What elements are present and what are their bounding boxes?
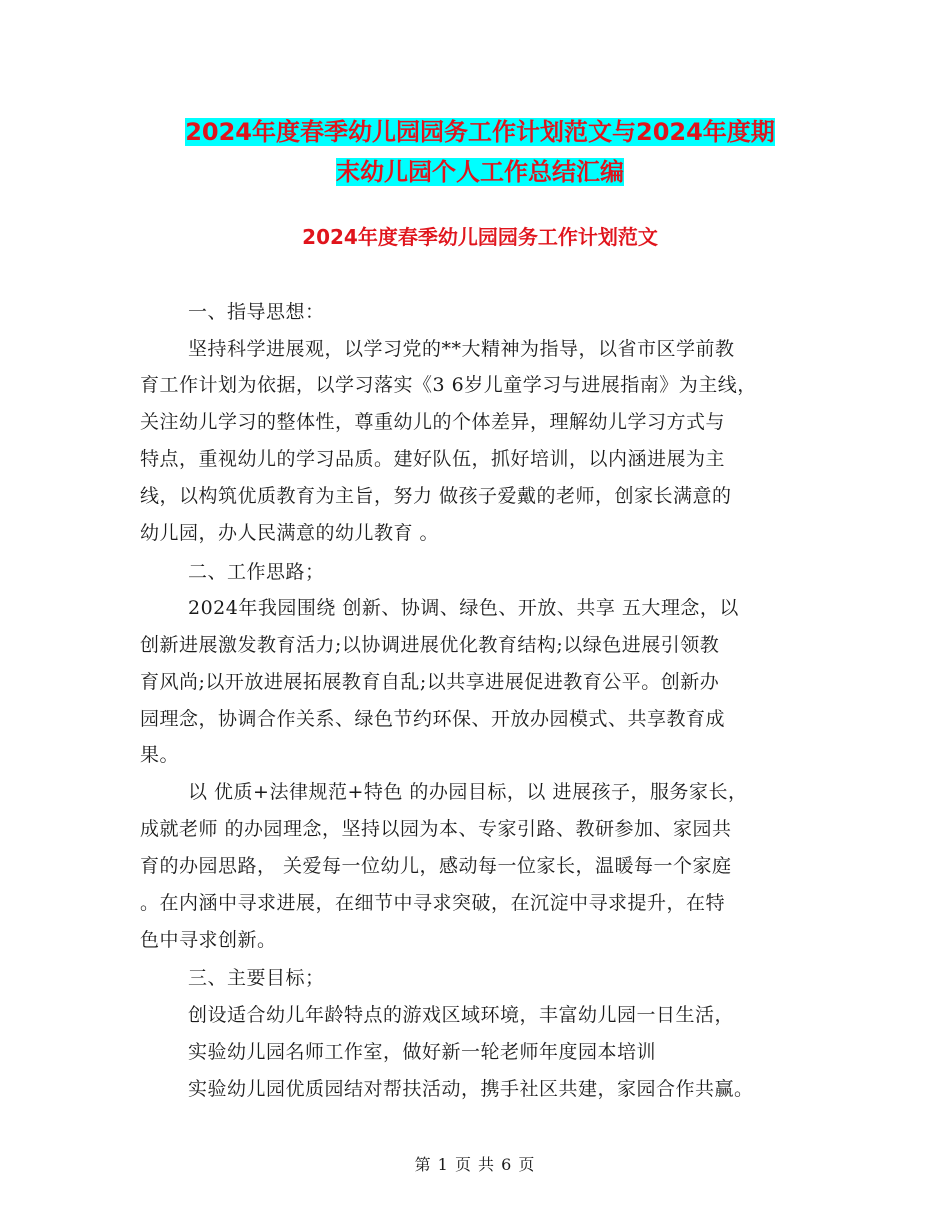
heading-main-goals: 三、主要目标； (188, 967, 325, 989)
paragraph-line: 2024年我园围绕 创新、协调、绿色、开放、共享 五大理念，以 (188, 597, 739, 619)
heading-guiding-ideology: 一、指导思想： (188, 301, 325, 323)
paragraph-line: 果。 (140, 744, 180, 766)
page-number-footer: 第 1 页 共 6 页 (414, 1155, 536, 1174)
paragraph-line: 育的办园思路， 关爱每一位幼儿，感动每一位家长，温暖每一个家庭 (140, 855, 732, 877)
paragraph-line: 育风尚;以开放进展拓展教育自乱;以共享进展促进教育公平。创新办 (140, 671, 720, 693)
paragraph-line: 幼儿园，办人民满意的幼儿教育 。 (140, 522, 440, 544)
paragraph-line: 以 优质+法律规范+特色 的办园目标，以 进展孩子，服务家长， (188, 781, 748, 803)
heading-work-approach: 二、工作思路； (188, 561, 325, 583)
paragraph-line: 坚持科学进展观，以学习党的**大精神为指导，以省市区学前教 (188, 338, 735, 360)
paragraph-line: 成就老师 的办园理念，坚持以园为本、专家引路、教研参加、家园共 (140, 818, 732, 840)
title-line-1: 2024年度春季幼儿园园务工作计划范文与2024年度期 (185, 118, 775, 146)
section-title: 2024年度春季幼儿园园务工作计划范文 (302, 225, 658, 249)
paragraph-line: 实验幼儿园优质园结对帮扶活动，携手社区共建，家园合作共赢。 (188, 1078, 754, 1100)
paragraph-line: 创新进展激发教育活力;以协调进展优化教育结构;以绿色进展引领教 (140, 634, 720, 656)
paragraph-line: 特点，重视幼儿的学习品质。建好队伍，抓好培训，以内涵进展为主 (140, 448, 726, 470)
paragraph-line: 关注幼儿学习的整体性，尊重幼儿的个体差异，理解幼儿学习方式与 (140, 411, 726, 433)
paragraph-line: 线，以构筑优质教育为主旨，努力 做孩子爱戴的老师，创家长满意的 (140, 485, 732, 507)
paragraph-line: 育工作计划为依据，以学习落实《3 6岁儿童学习与进展指南》为主线， (140, 374, 757, 396)
paragraph-line: 色中寻求创新。 (140, 929, 277, 951)
paragraph-line: 。在内涵中寻求进展，在细节中寻求突破，在沉淀中寻求提升，在特 (140, 892, 726, 914)
paragraph-line: 园理念，协调合作关系、绿色节约环保、开放办园模式、共享教育成 (140, 708, 726, 730)
paragraph-line: 实验幼儿园名师工作室，做好新一轮老师年度园本培训 (188, 1041, 657, 1063)
document-title (130, 112, 830, 192)
title-line-2: 末幼儿园个人工作总结汇编 (336, 158, 624, 186)
paragraph-line: 创设适合幼儿年龄特点的游戏区域环境，丰富幼儿园一日生活， (188, 1004, 735, 1026)
